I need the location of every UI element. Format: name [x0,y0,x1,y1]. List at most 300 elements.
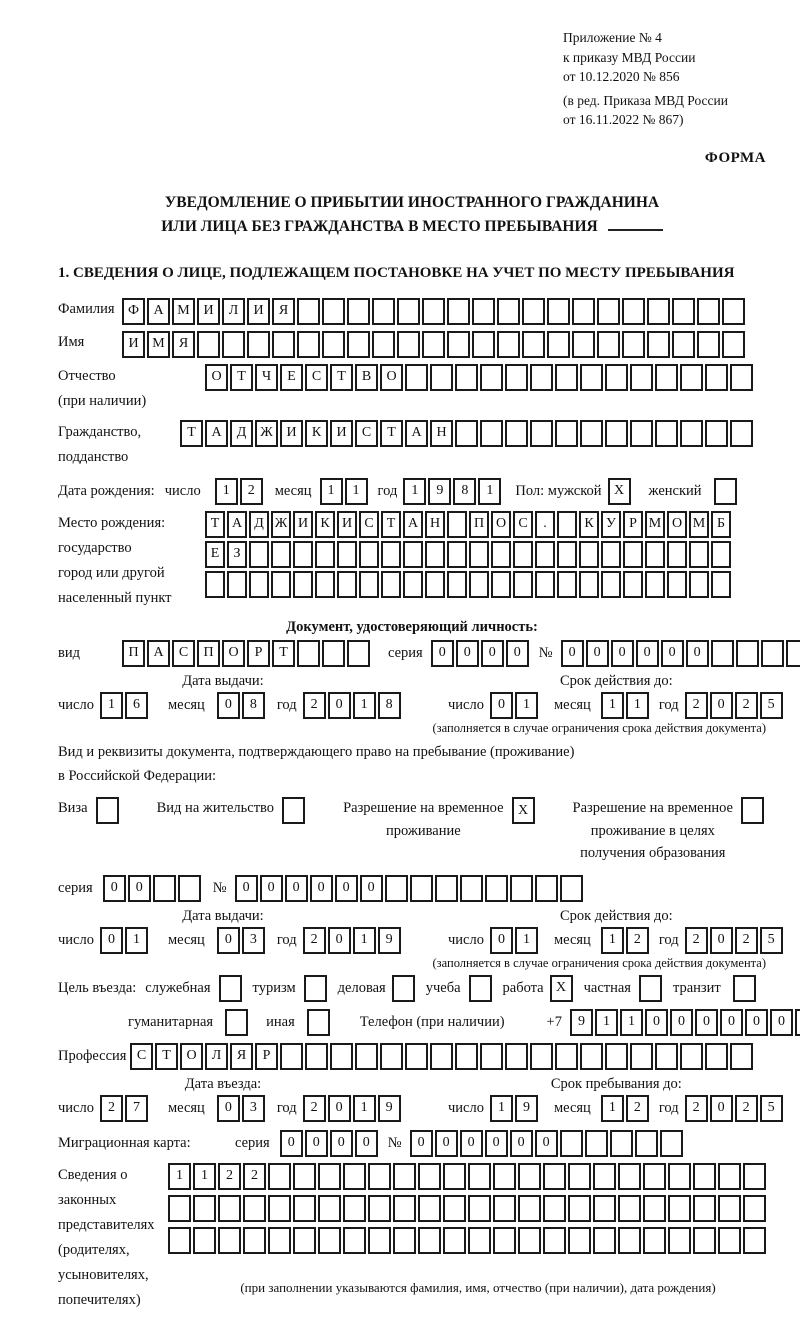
form-cell[interactable] [425,541,445,568]
form-cell[interactable]: 1 [601,1095,624,1122]
form-cell[interactable]: 0 [435,1130,458,1157]
form-cell[interactable]: 1 [353,927,376,954]
form-cell[interactable] [293,1195,316,1222]
form-cell[interactable] [225,1009,248,1036]
form-cell[interactable] [480,1043,503,1070]
form-cell[interactable] [410,875,433,902]
form-cell[interactable]: О [491,511,511,538]
form-cell[interactable]: 1 [595,1009,618,1036]
form-cell[interactable]: Л [205,1043,228,1070]
form-cell[interactable] [393,1227,416,1254]
form-cell[interactable] [249,571,269,598]
form-cell[interactable] [393,1163,416,1190]
form-cell[interactable]: А [403,511,423,538]
form-cell[interactable] [443,1163,466,1190]
form-cell[interactable] [168,1195,191,1222]
form-cell[interactable] [205,571,225,598]
form-cell[interactable]: И [337,511,357,538]
form-cell[interactable]: К [315,511,335,538]
form-cell[interactable] [572,331,595,358]
form-cell[interactable] [535,875,558,902]
form-cell[interactable] [722,331,745,358]
form-cell[interactable] [668,1227,691,1254]
form-cell[interactable] [468,1163,491,1190]
form-cell[interactable] [472,298,495,325]
form-cell[interactable] [643,1195,666,1222]
form-cell[interactable]: 1 [478,478,501,505]
form-cell[interactable] [660,1130,683,1157]
form-cell[interactable] [455,1043,478,1070]
form-cell[interactable]: С [355,420,378,447]
form-cell[interactable] [635,1130,658,1157]
form-cell[interactable]: 0 [686,640,709,667]
form-cell[interactable] [403,571,423,598]
form-cell[interactable]: Н [425,511,445,538]
form-cell[interactable]: 0 [636,640,659,667]
form-cell[interactable] [733,975,756,1002]
form-cell[interactable] [405,364,428,391]
form-cell[interactable] [605,420,628,447]
form-cell[interactable]: 2 [218,1163,241,1190]
form-cell[interactable]: Л [222,298,245,325]
form-cell[interactable]: 0 [485,1130,508,1157]
form-cell[interactable] [425,571,445,598]
form-cell[interactable] [557,571,577,598]
form-cell[interactable] [443,1227,466,1254]
form-cell[interactable]: И [122,331,145,358]
form-cell[interactable] [359,571,379,598]
form-cell[interactable] [647,331,670,358]
form-cell[interactable]: 9 [378,1095,401,1122]
form-cell[interactable] [513,571,533,598]
form-cell[interactable] [513,541,533,568]
form-cell[interactable]: Т [155,1043,178,1070]
form-cell[interactable]: 0 [506,640,529,667]
form-cell[interactable] [601,571,621,598]
form-cell[interactable]: 0 [310,875,333,902]
form-cell[interactable] [318,1163,341,1190]
form-cell[interactable]: П [469,511,489,538]
form-cell[interactable]: 0 [561,640,584,667]
form-cell[interactable] [622,331,645,358]
form-cell[interactable]: 1 [168,1163,191,1190]
form-cell[interactable] [343,1163,366,1190]
form-cell[interactable] [343,1195,366,1222]
form-cell[interactable] [468,1227,491,1254]
form-cell[interactable] [530,364,553,391]
form-cell[interactable] [639,975,662,1002]
form-cell[interactable] [293,541,313,568]
form-cell[interactable] [297,298,320,325]
form-cell[interactable]: 0 [217,1095,240,1122]
form-cell[interactable] [469,571,489,598]
form-cell[interactable]: М [645,511,665,538]
form-cell[interactable]: М [147,331,170,358]
form-cell[interactable]: 1 [320,478,343,505]
form-cell[interactable]: Т [380,420,403,447]
form-cell[interactable] [618,1163,641,1190]
form-cell[interactable] [243,1227,266,1254]
form-cell[interactable]: Д [230,420,253,447]
form-cell[interactable]: У [601,511,621,538]
form-cell[interactable] [322,331,345,358]
form-cell[interactable] [568,1227,591,1254]
form-cell[interactable]: X [608,478,631,505]
form-cell[interactable] [610,1130,633,1157]
form-cell[interactable]: Ж [255,420,278,447]
form-cell[interactable] [585,1130,608,1157]
form-cell[interactable]: 1 [601,692,624,719]
form-cell[interactable]: 0 [217,692,240,719]
form-cell[interactable]: 1 [626,692,649,719]
form-cell[interactable] [655,420,678,447]
form-cell[interactable] [493,1227,516,1254]
form-cell[interactable]: 2 [240,478,263,505]
form-cell[interactable]: 0 [490,927,513,954]
form-cell[interactable] [455,420,478,447]
form-cell[interactable]: 1 [353,1095,376,1122]
form-cell[interactable] [668,1163,691,1190]
form-cell[interactable] [322,640,345,667]
form-cell[interactable]: 0 [260,875,283,902]
form-cell[interactable] [243,1195,266,1222]
form-cell[interactable]: 1 [515,927,538,954]
form-cell[interactable]: А [147,640,170,667]
form-cell[interactable]: С [130,1043,153,1070]
form-cell[interactable] [605,364,628,391]
form-cell[interactable] [280,1043,303,1070]
form-cell[interactable]: Д [249,511,269,538]
form-cell[interactable] [730,364,753,391]
form-cell[interactable]: 0 [335,875,358,902]
form-cell[interactable] [268,1163,291,1190]
form-cell[interactable] [630,364,653,391]
form-cell[interactable]: 0 [481,640,504,667]
form-cell[interactable] [282,797,305,824]
form-cell[interactable]: И [330,420,353,447]
form-cell[interactable]: Ж [271,511,291,538]
form-cell[interactable] [219,975,242,1002]
form-cell[interactable]: 0 [285,875,308,902]
form-cell[interactable]: 2 [100,1095,123,1122]
form-cell[interactable] [193,1227,216,1254]
form-cell[interactable] [222,331,245,358]
form-cell[interactable] [497,331,520,358]
form-cell[interactable] [197,331,220,358]
form-cell[interactable] [557,511,577,538]
form-cell[interactable] [711,640,734,667]
form-cell[interactable] [343,1227,366,1254]
form-cell[interactable]: 2 [303,927,326,954]
form-cell[interactable] [153,875,176,902]
form-cell[interactable] [293,1227,316,1254]
form-cell[interactable]: 0 [355,1130,378,1157]
form-cell[interactable] [655,1043,678,1070]
form-cell[interactable]: О [380,364,403,391]
form-cell[interactable] [618,1195,641,1222]
form-cell[interactable] [297,640,320,667]
form-cell[interactable] [693,1163,716,1190]
form-cell[interactable]: 0 [710,1095,733,1122]
form-cell[interactable] [307,1009,330,1036]
form-cell[interactable] [443,1195,466,1222]
form-cell[interactable]: Е [280,364,303,391]
form-cell[interactable] [218,1195,241,1222]
form-cell[interactable] [623,571,643,598]
form-cell[interactable]: Ф [122,298,145,325]
form-cell[interactable]: 7 [125,1095,148,1122]
form-cell[interactable] [568,1195,591,1222]
form-cell[interactable]: Т [205,511,225,538]
form-cell[interactable]: 0 [510,1130,533,1157]
form-cell[interactable]: А [205,420,228,447]
form-cell[interactable] [193,1195,216,1222]
form-cell[interactable]: 1 [601,927,624,954]
form-cell[interactable]: 0 [460,1130,483,1157]
form-cell[interactable] [522,331,545,358]
form-cell[interactable] [667,541,687,568]
form-cell[interactable] [447,571,467,598]
form-cell[interactable] [597,331,620,358]
form-cell[interactable] [572,298,595,325]
form-cell[interactable]: О [222,640,245,667]
form-cell[interactable]: 8 [378,692,401,719]
form-cell[interactable] [397,298,420,325]
form-cell[interactable]: 0 [305,1130,328,1157]
form-cell[interactable]: Р [247,640,270,667]
form-cell[interactable] [736,640,759,667]
form-cell[interactable]: 0 [328,927,351,954]
form-cell[interactable]: 0 [410,1130,433,1157]
form-cell[interactable]: 2 [735,1095,758,1122]
form-cell[interactable] [305,1043,328,1070]
form-cell[interactable]: 6 [125,692,148,719]
form-cell[interactable]: М [689,511,709,538]
form-cell[interactable]: Т [230,364,253,391]
form-cell[interactable] [405,1043,428,1070]
form-cell[interactable]: 2 [685,692,708,719]
form-cell[interactable]: 0 [330,1130,353,1157]
form-cell[interactable] [680,364,703,391]
form-cell[interactable] [535,571,555,598]
form-cell[interactable] [645,541,665,568]
form-cell[interactable] [422,298,445,325]
form-cell[interactable]: 2 [303,1095,326,1122]
form-cell[interactable]: 0 [745,1009,768,1036]
form-cell[interactable] [272,331,295,358]
form-cell[interactable] [643,1227,666,1254]
form-cell[interactable]: 5 [760,1095,783,1122]
form-cell[interactable]: 1 [620,1009,643,1036]
form-cell[interactable] [460,875,483,902]
form-cell[interactable] [485,875,508,902]
form-cell[interactable] [381,571,401,598]
form-cell[interactable]: А [147,298,170,325]
form-cell[interactable] [322,298,345,325]
form-cell[interactable]: 0 [695,1009,718,1036]
form-cell[interactable]: Я [272,298,295,325]
form-cell[interactable] [761,640,784,667]
form-cell[interactable] [718,1163,741,1190]
form-cell[interactable]: Е [205,541,225,568]
form-cell[interactable] [337,571,357,598]
form-cell[interactable]: 1 [100,692,123,719]
form-cell[interactable]: 5 [760,927,783,954]
form-cell[interactable] [705,364,728,391]
form-cell[interactable]: 1 [353,692,376,719]
form-cell[interactable]: Т [381,511,401,538]
form-cell[interactable]: 0 [217,927,240,954]
form-cell[interactable] [392,975,415,1002]
form-cell[interactable] [271,571,291,598]
form-cell[interactable] [368,1195,391,1222]
form-cell[interactable] [722,298,745,325]
form-cell[interactable]: П [197,640,220,667]
form-cell[interactable] [518,1227,541,1254]
form-cell[interactable] [497,298,520,325]
form-cell[interactable] [530,420,553,447]
form-cell[interactable] [418,1227,441,1254]
form-cell[interactable] [672,331,695,358]
form-cell[interactable] [580,420,603,447]
form-cell[interactable] [672,298,695,325]
form-cell[interactable] [680,420,703,447]
form-cell[interactable] [385,875,408,902]
form-cell[interactable] [535,541,555,568]
form-cell[interactable] [447,541,467,568]
form-cell[interactable]: X [512,797,535,824]
form-cell[interactable]: 0 [661,640,684,667]
form-cell[interactable] [601,541,621,568]
form-cell[interactable] [418,1163,441,1190]
form-cell[interactable] [293,1163,316,1190]
form-cell[interactable] [693,1227,716,1254]
form-cell[interactable] [397,331,420,358]
form-cell[interactable]: 1 [403,478,426,505]
form-cell[interactable]: 2 [303,692,326,719]
form-cell[interactable]: 2 [735,692,758,719]
form-cell[interactable] [560,1130,583,1157]
form-cell[interactable]: 0 [586,640,609,667]
form-cell[interactable] [580,364,603,391]
form-cell[interactable] [393,1195,416,1222]
form-cell[interactable] [315,571,335,598]
form-cell[interactable]: 0 [670,1009,693,1036]
form-cell[interactable]: Б [711,511,731,538]
form-cell[interactable]: 0 [328,692,351,719]
form-cell[interactable]: 2 [735,927,758,954]
form-cell[interactable] [597,298,620,325]
form-cell[interactable] [522,298,545,325]
form-cell[interactable]: Р [623,511,643,538]
form-cell[interactable] [667,571,687,598]
form-cell[interactable] [593,1195,616,1222]
form-cell[interactable] [605,1043,628,1070]
form-cell[interactable]: Н [430,420,453,447]
form-cell[interactable] [168,1227,191,1254]
form-cell[interactable] [730,1043,753,1070]
form-cell[interactable]: 0 [710,927,733,954]
form-cell[interactable]: 0 [720,1009,743,1036]
form-cell[interactable]: О [180,1043,203,1070]
form-cell[interactable] [430,364,453,391]
form-cell[interactable] [518,1195,541,1222]
form-cell[interactable] [795,1009,800,1036]
form-cell[interactable]: 0 [456,640,479,667]
form-cell[interactable]: В [355,364,378,391]
form-cell[interactable] [493,1163,516,1190]
form-cell[interactable] [468,1195,491,1222]
form-cell[interactable]: 0 [770,1009,793,1036]
form-cell[interactable]: . [535,511,555,538]
form-cell[interactable] [297,331,320,358]
form-cell[interactable] [318,1195,341,1222]
form-cell[interactable] [491,541,511,568]
form-cell[interactable] [491,571,511,598]
form-cell[interactable]: 2 [685,927,708,954]
form-cell[interactable]: С [359,511,379,538]
form-cell[interactable] [480,364,503,391]
form-cell[interactable] [623,541,643,568]
form-cell[interactable]: 0 [235,875,258,902]
form-cell[interactable] [368,1163,391,1190]
form-cell[interactable]: 2 [685,1095,708,1122]
form-cell[interactable] [730,420,753,447]
form-cell[interactable]: М [172,298,195,325]
form-cell[interactable]: 0 [128,875,151,902]
form-cell[interactable] [645,571,665,598]
form-cell[interactable]: И [247,298,270,325]
form-cell[interactable] [647,298,670,325]
form-cell[interactable] [469,975,492,1002]
form-cell[interactable] [435,875,458,902]
form-cell[interactable] [705,1043,728,1070]
form-cell[interactable] [403,541,423,568]
form-cell[interactable]: 3 [242,1095,265,1122]
form-cell[interactable]: К [579,511,599,538]
form-cell[interactable]: 1 [490,1095,513,1122]
form-cell[interactable]: 9 [570,1009,593,1036]
form-cell[interactable] [480,420,503,447]
form-cell[interactable]: Я [230,1043,253,1070]
form-cell[interactable] [630,420,653,447]
form-cell[interactable]: 1 [515,692,538,719]
form-cell[interactable] [493,1195,516,1222]
form-cell[interactable] [547,331,570,358]
form-cell[interactable]: 1 [193,1163,216,1190]
form-cell[interactable] [247,331,270,358]
form-cell[interactable]: 8 [453,478,476,505]
form-cell[interactable] [372,298,395,325]
form-cell[interactable]: 0 [611,640,634,667]
form-cell[interactable]: 0 [360,875,383,902]
form-cell[interactable] [697,331,720,358]
form-cell[interactable] [786,640,800,667]
form-cell[interactable] [268,1195,291,1222]
form-cell[interactable] [304,975,327,1002]
form-cell[interactable]: Р [255,1043,278,1070]
form-cell[interactable]: 0 [431,640,454,667]
form-cell[interactable]: 2 [626,1095,649,1122]
form-cell[interactable] [447,298,470,325]
form-cell[interactable]: 5 [760,692,783,719]
form-cell[interactable] [355,1043,378,1070]
form-cell[interactable]: 8 [242,692,265,719]
form-cell[interactable] [447,331,470,358]
form-cell[interactable] [555,1043,578,1070]
form-cell[interactable]: 1 [345,478,368,505]
form-cell[interactable] [547,298,570,325]
